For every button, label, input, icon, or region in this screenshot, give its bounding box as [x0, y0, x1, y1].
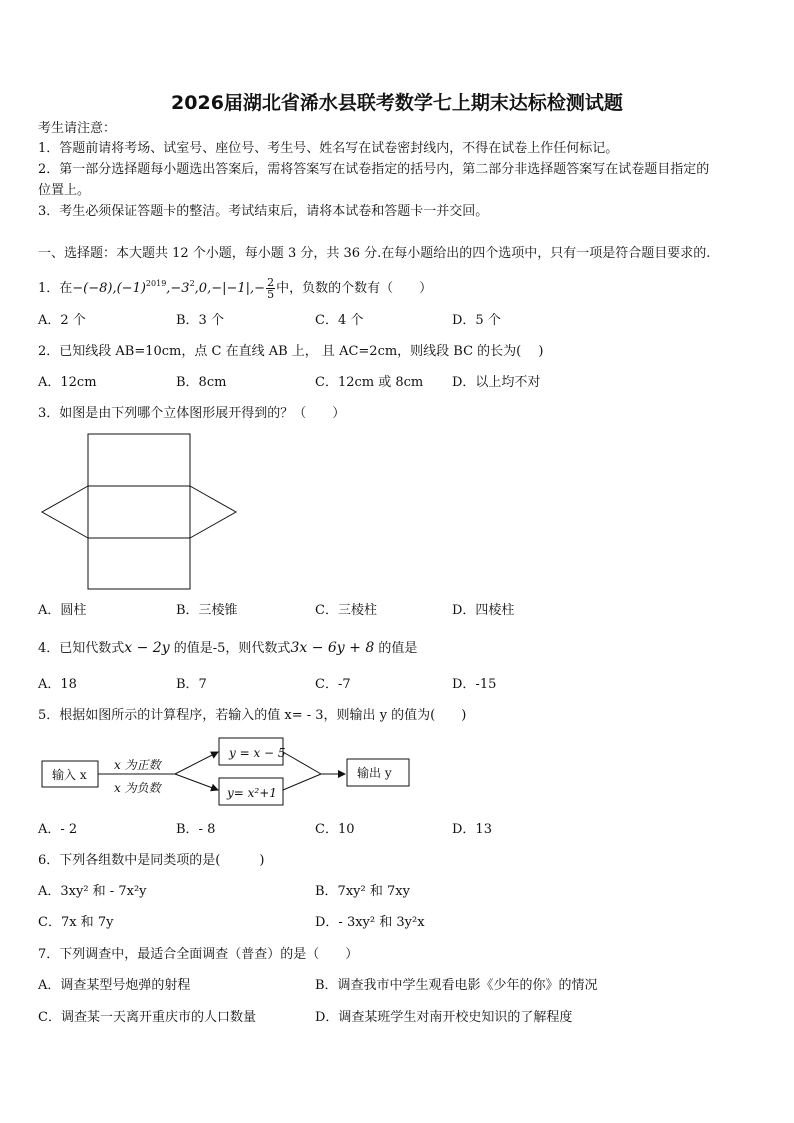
flow-arrow-negative [175, 774, 218, 790]
q1-fraction [266, 277, 275, 300]
q4-stem-b: 的值是-5，则代数式 [173, 641, 291, 656]
flow-arrow-positive [175, 752, 218, 774]
q4-option-a: A．18 [38, 677, 77, 692]
q4-expr-1: x − 2y [124, 640, 170, 656]
q2-option-d: D．以上均不对 [452, 375, 541, 390]
flow-diagram [38, 734, 418, 810]
q1-exp-1: 2019 [145, 279, 167, 288]
q1-expr-a: −(−8),(−1) [72, 281, 146, 296]
flow-merge-top [283, 752, 321, 774]
flow-input-label: 输入 x [52, 768, 87, 782]
net-triangle-left [42, 486, 88, 538]
notice-heading: 考生请注意： [38, 121, 117, 136]
q2-option-c: C．12cm 或 8cm [315, 375, 424, 390]
q6-option-a: A．3xy² 和 - 7x²y [38, 884, 147, 899]
q1-option-c: C．4 个 [315, 313, 364, 328]
notice-item-3: 3．考生必须保证答题卡的整洁。考试结束后，请将本试卷和答题卡一并交回。 [38, 204, 489, 219]
q6-option-d: D．- 3xy² 和 3y²x [315, 915, 425, 930]
flow-positive-label: x 为正数 [114, 758, 161, 772]
q7-option-c: C．调查某一天离开重庆市的人口数量 [38, 1010, 256, 1025]
q5-option-a: A．- 2 [38, 822, 78, 837]
q4-stem-c: 的值是 [378, 641, 418, 656]
q4-expr-2: 3x − 6y + 8 [290, 640, 375, 656]
q6-option-b: B．7xy² 和 7xy [315, 884, 410, 899]
q1-option-a: A．2 个 [38, 313, 86, 328]
exam-title: 2026届湖北省浠水县联考数学七上期末达标检测试题 [171, 92, 623, 114]
q4-option-d: D．-15 [452, 677, 497, 692]
q3-option-d: D．四棱柱 [452, 603, 515, 618]
question-5-stem: 5．根据如图所示的计算程序，若输入的值 x= - 3，则输出 y 的值为( ) [38, 708, 467, 723]
question-7-stem: 7．下列调查中，最适合全面调查（普查）的是（ ） [38, 947, 359, 962]
q2-option-a: A．12cm [38, 375, 97, 390]
question-4-stem [38, 640, 417, 657]
q6-option-c: C．7x 和 7y [38, 915, 114, 930]
section-heading: 一、选择题：本大题共 12 个小题，每小题 3 分，共 36 分.在每小题给出的四个选项中，只有一项是符合题目要求的. [38, 246, 711, 261]
net-triangle-right [190, 486, 236, 538]
q1-frac-den: 5 [267, 288, 275, 301]
q1-frac-num: 2 [267, 276, 275, 289]
q1-prefix: 1．在 [38, 281, 73, 296]
flow-output-label: 输出 y [357, 766, 392, 780]
notice-item-2-cont: 位置上。 [38, 183, 91, 198]
q5-option-c: C．10 [315, 822, 355, 837]
net-rectangle-strip [88, 434, 190, 589]
q1-option-d: D．5 个 [452, 313, 501, 328]
question-2-stem: 2．已知线段 AB=10cm，点 C 在直线 AB 上， 且 AC=2cm，则线段 BC 的长为( ) [38, 344, 544, 359]
q3-option-a: A．圆柱 [38, 603, 87, 618]
flow-positive-formula: y = x − 5 [229, 746, 286, 760]
q7-option-a: A．调查某型号炮弹的射程 [38, 978, 191, 993]
q4-stem-a: 4．已知代数式 [38, 641, 125, 656]
q5-option-d: D．13 [452, 822, 492, 837]
q3-option-c: C．三棱柱 [315, 603, 377, 618]
q7-option-b: B．调查我市中学生观看电影《少年的你》的情况 [315, 978, 598, 993]
question-1-stem [38, 276, 432, 300]
net-diagram [38, 432, 243, 594]
q2-option-b: B．8cm [176, 375, 227, 390]
q7-option-d: D．调查某班学生对南开校史知识的了解程度 [315, 1010, 573, 1025]
q5-option-b: B．- 8 [176, 822, 216, 837]
flow-negative-formula: y= x²+1 [227, 786, 277, 800]
notice-item-1: 1．答题前请将考场、试室号、座位号、考生号、姓名写在试卷密封线内，不得在试卷上作任何标记。 [38, 141, 619, 156]
question-3-stem: 3．如图是由下列哪个立体图形展开得到的？（ ） [38, 406, 346, 421]
q3-option-b: B．三棱锥 [176, 603, 238, 618]
q1-exp-2: 2 [189, 279, 195, 288]
q4-option-b: B．7 [176, 677, 207, 692]
q4-option-c: C．-7 [315, 677, 351, 692]
q1-expr-b: ,−3 [166, 281, 190, 296]
flow-merge-bottom [283, 774, 321, 790]
flow-negative-label: x 为负数 [114, 781, 161, 795]
notice-item-2: 2．第一部分选择题每小题选出答案后，需将答案写在试卷指定的括号内，第二部分非选择题答案写在试卷题目指定的 [38, 162, 710, 177]
q1-expr-c: ,0,−|−1|,− [194, 281, 266, 296]
q1-suffix: 中，负数的个数有（ ） [276, 281, 433, 296]
question-6-stem: 6．下列各组数中是同类项的是( ) [38, 853, 265, 868]
q1-option-b: B．3 个 [176, 313, 224, 328]
